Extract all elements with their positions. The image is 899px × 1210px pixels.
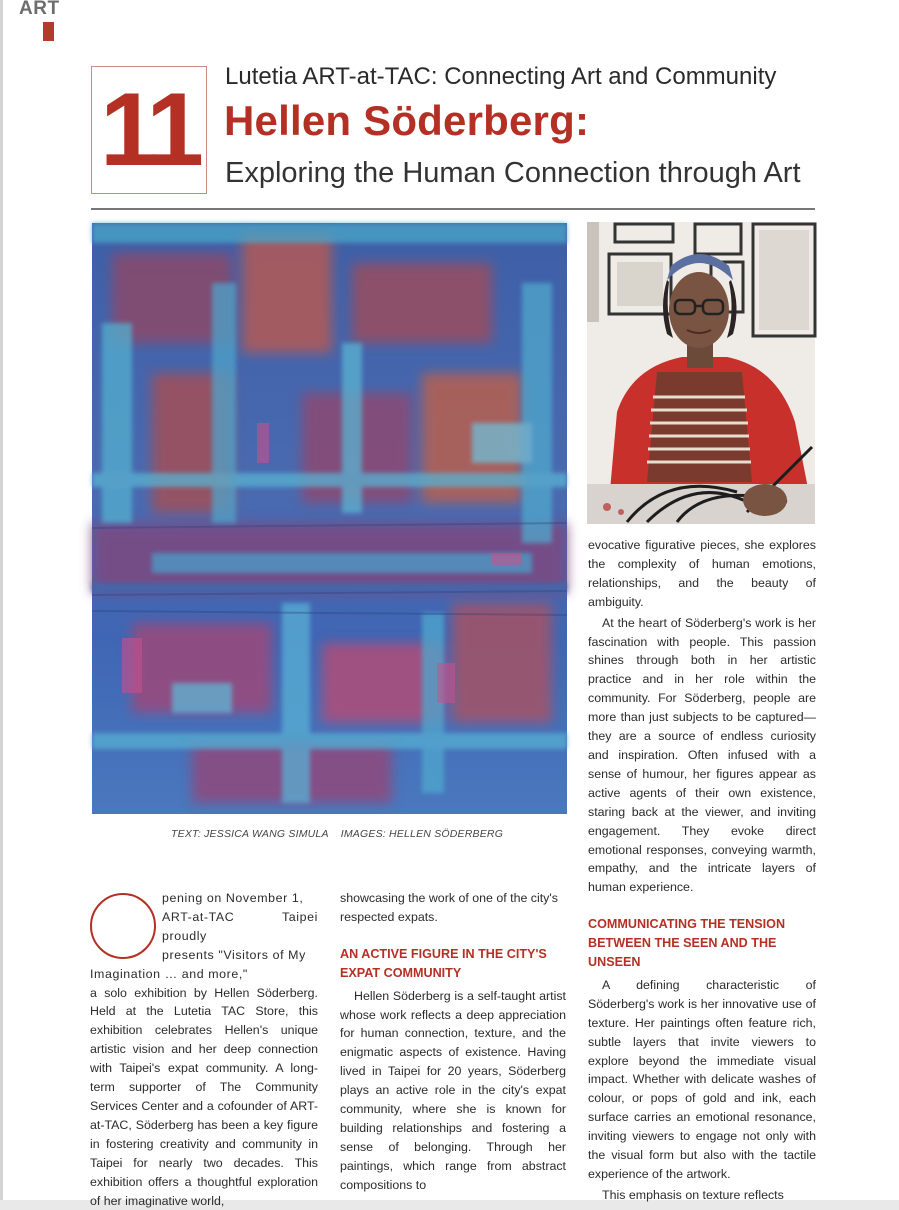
paragraph-continued: showcasing the work of one of the city's respected expats. xyxy=(340,891,558,924)
section-heading-expat: AN ACTIVE FIGURE IN THE CITY'S EXPAT COMMUNITY xyxy=(340,946,547,980)
photo-credit-caption: TEXT: JESSICA WANG SIMULA IMAGES: HELLEN SÖDERBERG xyxy=(171,828,504,840)
paragraph-figurative: evocative figurative pieces, she explores the complexity of human emotions, relationships, and the beauty of ambiguity. xyxy=(588,538,816,609)
paragraph-self-taught: Hellen Söderberg is a self-taught artist whose work reflects a deep appreciation for human connection, texture, and the enigmatic aspects of existence. Having lived in Taipei for 20 years, Söderberg plays an active role in the city's expat community, where she is known for building relationships and fostering a sense of belonging. Through her paintings, which range from abstract compositions to xyxy=(340,988,566,1192)
intro-line-4: Imagination … and more," xyxy=(90,966,248,981)
intro-line-3: presents "Visitors of My xyxy=(162,947,306,962)
artist-portrait-image xyxy=(587,222,815,524)
abstract-painting-image xyxy=(92,223,567,814)
paragraph-fascination: At the heart of Söderberg's work is her fascination with people. This passion shines through both in her artistic practice and in her role within the community. For Söderberg, people are more than just subjects to be captured—they are a source of endless curiosity and inspiration. Often infused with a sense of humour, her figures appear as active agents of their own existence, staring back at the viewer, and inviting engagement. They evoke direct emotional responses, conveying warmth, empathy, and the intricate layers of human experience. xyxy=(588,615,816,895)
article-number: 11 xyxy=(100,72,198,188)
paragraph-texture: A defining characteristic of Söderberg's work is her innovative use of texture. Her paintings often feature rich, subtle layers that invite viewers to explore beyond the immediate visual impact. Whether with delicate washes of colour, or pops of gold and ink, each surface carries an emotional resonance, inviting viewers to engage not only with the visual form but also with the tactile experience of the artwork. xyxy=(588,977,816,1181)
article-subtitle: Exploring the Human Connection through Art xyxy=(225,157,801,189)
dropcap-paragraph xyxy=(90,889,318,984)
intro-line-2: ART-at-TAC Taipei proudly xyxy=(162,909,318,943)
intro-line-1: pening on November 1, xyxy=(162,891,304,905)
paragraph-texture-continued: This emphasis on texture reflects xyxy=(602,1187,784,1202)
article-column-3 xyxy=(588,536,816,1205)
header-divider xyxy=(91,208,815,210)
section-label: ART xyxy=(19,0,60,19)
intro-paragraph-body: a solo exhibition by Hellen Söderberg. Held at the Lutetia TAC Store, this exhibition celebrates Hellen's unique artistic vision and her deep connection with Taipei's expat community. A long-term supporter of The Community Services Center and a cofounder of ART-at-TAC, Söderberg has been a key figure in fostering creativity and community in Taipei for nearly two decades. This exhibition offers a thoughtful exploration of her imaginative world, xyxy=(90,985,318,1208)
article-column-2 xyxy=(340,889,566,1195)
article-title: Hellen Söderberg: xyxy=(224,97,590,144)
article-kicker: Lutetia ART-at-TAC: Connecting Art and Community xyxy=(225,63,777,90)
dropcap-letter-o xyxy=(90,893,156,959)
page-edge xyxy=(0,0,3,1200)
section-marker xyxy=(43,22,54,41)
article-number-box xyxy=(91,66,207,194)
article-column-1 xyxy=(90,889,318,1210)
section-heading-tension: COMMUNICATING THE TENSION BETWEEN THE SEEN AND THE UNSEEN xyxy=(588,917,786,970)
